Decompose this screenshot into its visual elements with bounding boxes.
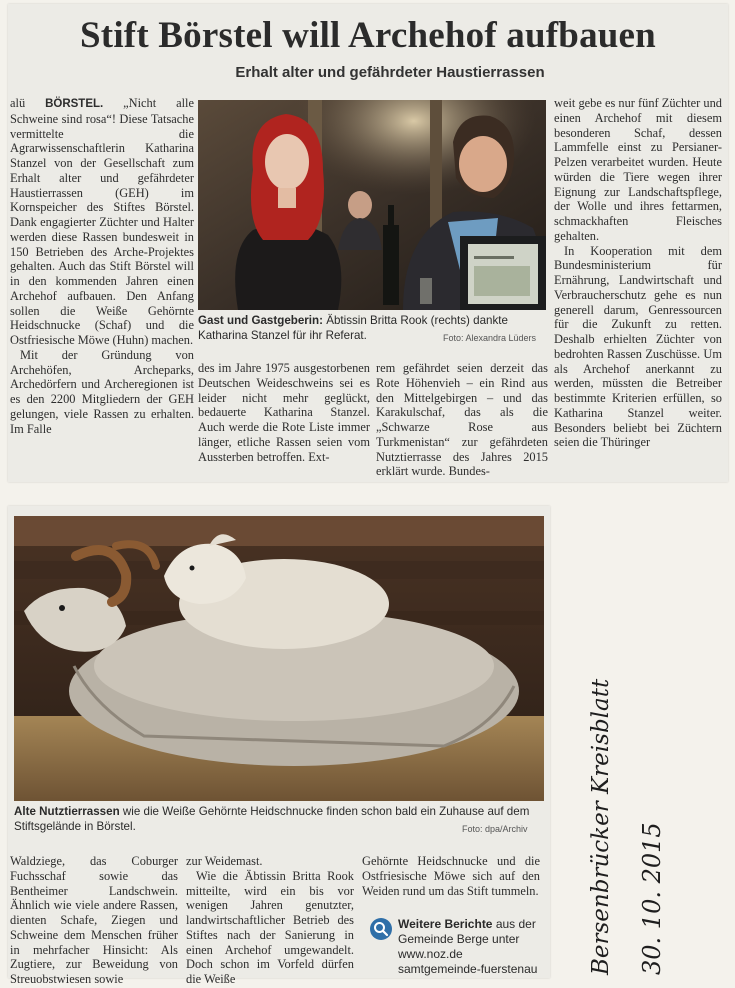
photo-credit-1: Foto: Alexandra Lüders: [443, 333, 537, 343]
photo-heidschnucke: [14, 516, 544, 801]
dateline-place: BÖRSTEL.: [45, 98, 104, 110]
portrait-photo: [198, 100, 546, 310]
weitere-berichte-box: [398, 917, 544, 977]
article-paragraph: In Kooperation mit dem Bundesministerium für Ernährung, Landwirtschaft und Verbraucherschutz gehe es nun generell darum, Genressourcen für die Zukunft zu retten. Deshalb erhielten Züchter von bedrohten Rassen Zuschüsse. Um als Archehof anerkannt zu werden, müssten die Betreiber bestimmte Kriterien erfüllen, so Katharina Stanzel weiter. Besonders beliebt bei Züchtern seien die Thüringer: [554, 243, 722, 450]
continuation-column-2: [186, 854, 354, 987]
article-headline: Stift Börstel will Archehof aufbauen: [80, 15, 656, 56]
caption-text: wie die Weiße Gehörnte Heidschnucke finden schon bald ein Zuhause auf dem Stiftsgelände in Börstel.: [14, 805, 530, 833]
magnifier-icon: [370, 918, 392, 940]
article-paragraph: Wie die Äbtissin Britta Rook mitteilte, wird ein bis vor wenigen Jahren genutzter, landwirtschaftlicher Betrieb des Stiftes nach der Sanierung in einen Archehof umgewandelt. Doch schon im Vorfeld dürfen die Weiße: [186, 868, 354, 986]
continuation-column-1: Waldziege, das Coburger Fuchsschaf sowie das Bentheimer Landschwein. Ähnlich wie viele andere Rassen, dienten Schafe, Ziegen und Schweine dem Menschen früher in mehrfacher Hinsicht: Als Zugtiere, zur Beweidung von Streuobstwiesen sowie: [10, 854, 178, 986]
article-paragraph: Mit der Gründung von Archehöfen, Archeparks, Archedörfern und Archeregionen ist es den 2200 Mitgliedern der GEH gelungen, viele Rassen zu erhalten. Im Falle: [10, 347, 194, 436]
caption-bold: Gast und Gastgeberin:: [198, 314, 323, 327]
article-paragraph: weit gebe es nur fünf Züchter und einen Archehof mit diesem besonderen Schaf, dessen Lammfelle einst zu Persianer-Pelzen verarbeitet wurden. Heute würden die Tiere wegen ihrer Eignung zur Landschaftspflege, der Wolle und ihres fettarmen, schmackhaften Fleisches gehalten.: [554, 96, 722, 243]
handwritten-source: Bersenbrücker Kreisblatt: [588, 678, 614, 975]
sheep-photo: [14, 516, 544, 801]
article-column-1: [10, 96, 194, 436]
photo-credit-2: Foto: dpa/Archiv: [462, 824, 528, 834]
lead-text: „Nicht alle Schweine sind rosa“! Diese Tatsache vermittelte die Agrarwissenschaftlerin Katharina Stanzel von der Gesellschaft zum Erhalt alter und gefährdeter Haustierrassen (GEH) im Kornspeicher des Stiftes Börstel. Dank engagierter Züchter und Halter werden diese Rassen bundesweit in 150 Betrieben des Arche-Projektes gehalten. Auch das Stift Börstel will in den kommenden Jahren einen Archehof aufbauen. Den Anfang sollen die Weiße Gehörnte Heidschnucke (Schaf) und die Ostfriesische Möwe (Huhn) machen.: [10, 96, 194, 347]
handwritten-date: 30. 10. 2015: [638, 822, 666, 975]
article-lead-paragraph: [10, 96, 194, 348]
weitere-berichte-text: aus der Gemeinde Berge unter www.noz.de samtgemeinde-fuerstenau: [398, 917, 538, 976]
article-paragraph: zur Weidemast.: [186, 854, 263, 868]
article-subheadline: Erhalt alter und gefährdeter Haustierrassen: [235, 64, 545, 81]
continuation-column-3: Gehörnte Heidschnucke und die Ostfriesische Möwe sich auf den Weiden rund um das Stift tummeln.: [362, 854, 540, 898]
magnifier-glyph: [370, 918, 392, 940]
article-column-4: [554, 96, 722, 450]
photo-gast-und-gastgeberin: [198, 100, 546, 310]
article-column-2: des im Jahre 1975 ausgestorbenen Deutschen Weideschweins sei es leider nicht mehr geglückt, bedauerte Katharina Stanzel. Auch werde die Rote Liste immer länger, etliche Rassen seien vom Aussterben betroffen. Ext-: [198, 361, 370, 464]
article-column-3: rem gefährdet seien derzeit das Rote Höhenvieh – ein Rind aus den Mittelgebirgen – und das Karakulschaf, das als die „Schwarze Rose aus Turkmenistan“ zur gefährdeten Nutztierrasse des Jahres 2015 erklärt wurde. Bundes-: [376, 361, 548, 479]
photo-clipping: [8, 506, 550, 986]
caption-bold: Alte Nutztierrassen: [14, 805, 120, 818]
article-clipping: [8, 4, 728, 482]
weitere-berichte-title: Weitere Berichte: [398, 917, 493, 931]
caption-text: Äbtissin Britta Rook (rechts) dankte Katharina Stanzel für ihr Referat.: [198, 314, 508, 342]
dateline-prefix: alü: [10, 96, 26, 110]
